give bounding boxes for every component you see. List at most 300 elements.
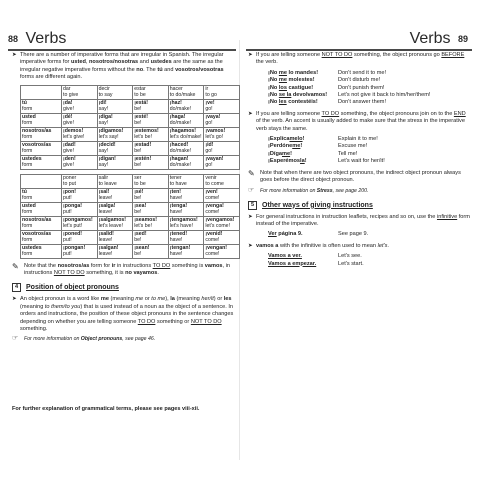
table-row xyxy=(21,202,240,216)
imperative-translation: say! xyxy=(98,105,109,112)
section-4-number: 4 xyxy=(12,283,21,292)
text-run: ¡No xyxy=(268,77,279,84)
table-cell xyxy=(97,188,133,202)
table-header-row xyxy=(21,174,240,188)
text-run: form for xyxy=(89,262,112,269)
text-run: no vayamos xyxy=(125,270,158,277)
infinitive: estar xyxy=(134,85,146,92)
text-run: There are a number of imperative forms that are irregular in Spanish. The irregular imperative forms for xyxy=(20,52,224,66)
table-row xyxy=(21,230,240,244)
imperative-form: ¡vengamos! xyxy=(205,216,235,223)
text-run: me xyxy=(135,296,144,303)
text-run: me xyxy=(281,150,291,157)
imperative-translation: have! xyxy=(169,194,183,201)
not-to-do-paragraph xyxy=(248,52,470,67)
infinitive: poner xyxy=(63,174,77,181)
section-4-heading xyxy=(12,283,234,292)
imperative-form: ¡venga! xyxy=(205,202,224,209)
text-run: ¡No xyxy=(268,92,279,99)
table-row xyxy=(21,141,240,155)
person-label: usted xyxy=(22,202,36,209)
text-run: molestes! xyxy=(286,77,315,84)
imperative-form: ¡estad! xyxy=(134,141,152,148)
person-sublabel: form xyxy=(22,147,33,154)
table-row xyxy=(21,244,240,258)
object-pronoun-paragraph xyxy=(12,296,234,333)
english-translation: Tell me! xyxy=(338,150,358,157)
text-run: something, it is xyxy=(84,270,126,277)
english-translation: Don't send it to me! xyxy=(338,69,387,76)
imperative-form: ¡sé! xyxy=(134,188,144,195)
person-sublabel: form xyxy=(22,208,33,215)
imperative-translation: let's go! xyxy=(205,133,224,140)
imperative-translation: be! xyxy=(134,161,142,168)
note-ir-vamos xyxy=(12,263,234,278)
table-cell xyxy=(133,113,169,127)
imperative-translation: say! xyxy=(98,119,109,126)
table-header-cell xyxy=(204,85,240,99)
section-5-heading xyxy=(248,201,470,210)
person-sublabel: form xyxy=(22,194,33,201)
imperative-form: ¡vayan! xyxy=(205,155,224,162)
imperative-translation: put! xyxy=(63,208,72,215)
text-run: se la xyxy=(278,92,292,99)
to-do-examples xyxy=(268,136,470,166)
right-page-number: 89 xyxy=(457,33,468,44)
text-run: página 9. xyxy=(276,231,303,238)
imperative-form: ¡salid! xyxy=(98,230,114,237)
text-run: ! xyxy=(300,143,303,150)
text-run: something, the object pronouns join on to the xyxy=(339,110,454,117)
table-cell xyxy=(204,244,240,258)
imperative-translation: go! xyxy=(205,147,213,154)
person-sublabel: form xyxy=(22,133,33,140)
text-run: la xyxy=(170,296,175,303)
general-examples xyxy=(268,231,470,238)
table-cell xyxy=(168,127,204,141)
imperative-form: ¡tened! xyxy=(169,230,188,237)
imperative-form: ¡pon! xyxy=(63,188,76,195)
person-label: tú xyxy=(22,188,27,195)
irregular-imperatives-table-2 xyxy=(20,174,240,259)
table-header-cell xyxy=(168,174,204,188)
text-run: melo xyxy=(289,136,303,143)
to-do-paragraph xyxy=(248,111,470,133)
english-translation: Explain it to me! xyxy=(338,136,378,143)
infinitive: dar xyxy=(63,85,71,92)
text-run: ir xyxy=(111,262,116,269)
imperative-translation: go! xyxy=(205,119,213,126)
text-run: vamos a xyxy=(256,242,279,249)
table-row xyxy=(21,113,240,127)
imperative-translation: be! xyxy=(134,236,142,243)
table-cell xyxy=(204,202,240,216)
text-run: (meaning xyxy=(174,296,202,303)
pointing-hand-icon: ☞ xyxy=(248,186,255,194)
right-page xyxy=(240,0,480,480)
table-cell xyxy=(97,127,133,141)
text-run: something or xyxy=(155,318,191,325)
text-run: nosotros/nosotras xyxy=(89,59,139,66)
imperative-form: ¡diga! xyxy=(98,113,113,120)
table-cell xyxy=(97,230,133,244)
imperative-form: ¡digan! xyxy=(98,155,116,162)
person-label: vosotros/as xyxy=(22,230,52,237)
table-cell xyxy=(168,202,204,216)
table-cell xyxy=(168,141,204,155)
text-run: TO DO xyxy=(321,110,340,117)
example-pair xyxy=(268,99,470,106)
imperative-form: ¡id! xyxy=(205,141,214,148)
text-run: me xyxy=(100,296,109,303)
imperative-translation: be! xyxy=(134,147,142,154)
table-cell xyxy=(97,155,133,169)
spanish-example xyxy=(268,77,338,84)
text-run: castigue! xyxy=(286,84,314,91)
table-cell xyxy=(204,188,240,202)
english-translation: Don't answer them! xyxy=(338,99,387,106)
right-page-title: Verbs xyxy=(409,30,451,47)
text-run: Object pronouns xyxy=(80,336,123,343)
table-cell xyxy=(204,127,240,141)
text-run: . xyxy=(387,242,389,249)
imperative-form: ¡dé! xyxy=(63,113,73,120)
imperative-translation: do/make! xyxy=(169,147,192,154)
person-label-cell xyxy=(21,188,62,202)
text-run: ) or xyxy=(213,296,224,303)
arrow-bullet-icon: ➤ xyxy=(248,52,253,58)
table-cell xyxy=(133,216,169,230)
text-run: something is xyxy=(170,262,205,269)
left-page-number: 88 xyxy=(8,33,19,44)
imperative-form: ¡estén! xyxy=(134,155,152,162)
english-translation: Don't disturb me! xyxy=(338,77,381,84)
imperative-form: ¡estemos! xyxy=(134,127,159,134)
infinitive: venir xyxy=(205,174,217,181)
table-row xyxy=(21,188,240,202)
english-translation: Let's start. xyxy=(338,260,364,267)
text-run: let's xyxy=(377,242,388,249)
general-instructions-paragraph xyxy=(248,214,470,229)
table-header-cell xyxy=(204,174,240,188)
vamos-a-examples xyxy=(268,253,470,268)
imperative-form: ¡sea! xyxy=(134,202,147,209)
table-cell xyxy=(133,155,169,169)
spanish-example xyxy=(268,85,338,92)
imperative-translation: be! xyxy=(134,208,142,215)
table-cell xyxy=(97,216,133,230)
imperative-translation: have! xyxy=(169,236,183,243)
imperative-translation: be! xyxy=(134,194,142,201)
imperative-translation: leave! xyxy=(98,194,113,201)
vamos-a-text xyxy=(256,243,389,249)
text-run: ), xyxy=(165,296,171,303)
text-run: lo mandes! xyxy=(286,69,319,76)
text-run: her/it xyxy=(201,296,214,303)
imperative-translation: leave! xyxy=(98,208,113,215)
text-run: END xyxy=(453,110,466,117)
text-run: ¡Díga xyxy=(268,150,282,157)
text-run: , see page 46. xyxy=(122,336,156,343)
table-cell xyxy=(168,99,204,113)
imperative-translation: leave! xyxy=(98,236,113,243)
table-cell xyxy=(168,155,204,169)
table-cell xyxy=(133,244,169,258)
text-run: to me xyxy=(151,296,166,303)
example-pair xyxy=(268,77,470,84)
text-run: vosotros/vosotras xyxy=(175,66,224,73)
table-cell xyxy=(62,216,98,230)
imperative-translation: let's have! xyxy=(169,222,193,229)
table-header-cell xyxy=(62,85,98,99)
imperative-form: ¡demos! xyxy=(63,127,84,134)
imperative-form: ¡vaya! xyxy=(205,113,221,120)
imperative-form: ¡sean! xyxy=(134,244,150,251)
object-pronoun-text xyxy=(20,296,233,332)
section-5-title: Other ways of giving instructions xyxy=(262,201,373,209)
person-label-cell xyxy=(21,230,62,244)
spanish-example xyxy=(268,253,338,260)
example-pair xyxy=(268,136,470,143)
text-run: or xyxy=(143,296,152,303)
text-run: For general instructions in instruction leaflets, recipes and so on, use the xyxy=(256,213,437,220)
table-cell xyxy=(133,99,169,113)
text-run: . xyxy=(157,270,159,277)
text-run: la xyxy=(300,158,305,165)
imperative-translation: let's do/make! xyxy=(169,133,202,140)
infinitive-translation: to do/make xyxy=(169,91,196,98)
spanish-example xyxy=(268,92,338,99)
text-run: vamos xyxy=(204,262,223,269)
infinitive-translation: to give xyxy=(63,91,79,98)
imperative-translation: let's come! xyxy=(205,222,231,229)
text-run: me xyxy=(292,143,301,150)
imperative-form: ¡ten! xyxy=(169,188,182,195)
arrow-bullet-icon: ➤ xyxy=(12,52,17,58)
imperative-translation: come! xyxy=(205,236,220,243)
table-cell xyxy=(62,155,98,169)
text-run: For more information on xyxy=(24,336,81,343)
info-stress xyxy=(248,188,470,195)
spanish-example xyxy=(268,231,338,238)
imperative-form: ¡den! xyxy=(63,155,76,162)
table-cell xyxy=(133,127,169,141)
person-sublabel: form xyxy=(22,119,33,126)
imperative-translation: let's leave! xyxy=(98,222,123,229)
text-run: ¡No xyxy=(268,99,279,106)
pencil-note-icon: ✎ xyxy=(12,261,19,271)
text-run: An object pronoun is a word like xyxy=(20,296,101,303)
imperative-translation: give! xyxy=(63,105,74,112)
table-cell xyxy=(204,141,240,155)
example-pair xyxy=(268,92,470,99)
person-label-cell xyxy=(21,155,62,169)
text-run: , in instructions xyxy=(24,262,230,277)
imperative-form: ¡hagan! xyxy=(169,155,189,162)
irregular-intro-paragraph xyxy=(12,52,234,82)
example-pair xyxy=(268,261,470,268)
text-run: something. xyxy=(20,326,48,333)
imperative-form: ¡ven! xyxy=(205,188,218,195)
text-run: (meaning xyxy=(108,296,136,303)
imperative-translation: be! xyxy=(134,250,142,257)
person-label: usted xyxy=(22,113,36,120)
table-row xyxy=(21,216,240,230)
section-5-number: 5 xyxy=(248,201,257,210)
person-label: tú xyxy=(22,99,27,106)
imperative-form: ¡salgamos! xyxy=(98,216,126,223)
text-run: If you are telling someone xyxy=(256,110,322,117)
page-footer-note: For further explanation of grammatical terms, please see pages viii-xii. xyxy=(12,406,200,412)
imperative-form: ¡dad! xyxy=(63,141,76,148)
english-translation: Let's wait for her/it! xyxy=(338,158,385,165)
text-run: les xyxy=(223,296,232,303)
person-sublabel: form xyxy=(22,222,33,229)
vamos-a-paragraph xyxy=(248,243,470,250)
imperative-translation: put! xyxy=(63,236,72,243)
table-row xyxy=(21,99,240,113)
imperative-form: ¡seamos! xyxy=(134,216,157,223)
table-corner-cell xyxy=(21,174,62,188)
imperative-translation: go! xyxy=(205,105,213,112)
table-cell xyxy=(62,141,98,155)
not-to-do-text xyxy=(256,52,464,65)
table-header-row xyxy=(21,85,240,99)
example-pair xyxy=(268,70,470,77)
imperative-form: ¡esté! xyxy=(134,113,149,120)
imperative-translation: let's be! xyxy=(134,133,152,140)
imperative-form: ¡tengan! xyxy=(169,244,191,251)
spanish-example xyxy=(268,99,338,106)
info-stress-text xyxy=(260,188,368,194)
general-instructions-text xyxy=(256,214,470,227)
imperative-translation: leave! xyxy=(98,250,113,257)
table-cell xyxy=(97,99,133,113)
table-cell xyxy=(204,155,240,169)
text-run: , see page 200. xyxy=(332,187,369,194)
text-run: form instead of the imperative. xyxy=(256,213,470,227)
table-cell xyxy=(133,141,169,155)
arrow-bullet-icon: ➤ xyxy=(248,110,253,117)
info-object-pronouns xyxy=(12,336,234,343)
person-label-cell xyxy=(21,141,62,155)
person-label-cell xyxy=(21,113,62,127)
imperative-form: ¡está! xyxy=(134,99,149,106)
table-cell xyxy=(168,230,204,244)
table-cell xyxy=(97,141,133,155)
infinitive: salir xyxy=(98,174,109,181)
text-run: ¡Explíca xyxy=(268,136,290,143)
table-cell xyxy=(204,113,240,127)
infinitive-translation: to be xyxy=(134,180,146,187)
english-translation: Excuse me! xyxy=(338,143,368,150)
example-pair xyxy=(268,85,470,92)
imperative-translation: have! xyxy=(169,250,183,257)
english-translation: See page 9. xyxy=(338,231,369,238)
imperative-translation: be! xyxy=(134,105,142,112)
infinitive: decir xyxy=(98,85,110,92)
example-pair xyxy=(268,158,470,165)
imperative-translation: say! xyxy=(98,161,109,168)
table-cell xyxy=(168,244,204,258)
text-run: me xyxy=(278,69,287,76)
text-run: tú xyxy=(157,66,163,73)
person-label: ustedes xyxy=(22,155,42,162)
imperative-form: ¡pongamos! xyxy=(63,216,93,223)
table-header-cell xyxy=(97,174,133,188)
text-run: TO DO xyxy=(152,262,171,269)
imperative-form: ¡haz! xyxy=(169,99,182,106)
text-run: contestéis! xyxy=(286,99,318,106)
english-translation: Don't punish them! xyxy=(338,84,385,91)
text-run: , xyxy=(85,59,90,66)
arrow-bullet-icon: ➤ xyxy=(248,242,253,249)
english-translation: Let's not give it back to him/her/them! xyxy=(338,92,431,99)
person-sublabel: form xyxy=(22,250,33,257)
person-label-cell xyxy=(21,202,62,216)
imperative-form: ¡haced! xyxy=(169,141,189,148)
text-run: ¡Perdóne xyxy=(268,143,293,150)
table-cell xyxy=(97,244,133,258)
imperative-form: ¡ponga! xyxy=(63,202,83,209)
note-two-pronouns-text: Note that when there are two object pronouns, the indirect object pronoun always goes before the direct object pronoun. xyxy=(260,169,461,184)
imperative-translation: be! xyxy=(134,119,142,126)
text-run: Vamos a empezar. xyxy=(268,260,317,267)
infinitive-translation: to put xyxy=(63,180,76,187)
text-run: ¡No xyxy=(268,69,279,76)
imperative-form: ¡digamos! xyxy=(98,127,124,134)
note-ir-text xyxy=(24,263,230,276)
imperative-translation: let's say! xyxy=(98,133,119,140)
note-two-pronouns xyxy=(248,170,470,185)
table-cell xyxy=(62,99,98,113)
table-row xyxy=(21,155,240,169)
table-header-cell xyxy=(133,85,169,99)
text-run: los xyxy=(278,84,287,91)
imperative-form: ¡pongan! xyxy=(63,244,86,251)
table-row xyxy=(21,127,240,141)
table-cell xyxy=(133,230,169,244)
infinitive: ser xyxy=(134,174,142,181)
imperative-translation: give! xyxy=(63,161,74,168)
table-header-cell xyxy=(133,174,169,188)
section-4-title: Position of object pronouns xyxy=(26,284,119,292)
text-run: something, the object pronouns go xyxy=(352,52,442,58)
text-run: me xyxy=(278,77,287,84)
imperative-translation: put! xyxy=(63,194,72,201)
text-run: the verb. xyxy=(256,59,278,66)
imperative-form: ¡da! xyxy=(63,99,73,106)
imperative-form: ¡sed! xyxy=(134,230,147,237)
example-pair xyxy=(268,231,470,238)
text-run: ustedes xyxy=(150,59,172,66)
text-run: Stress xyxy=(316,187,333,194)
infinitive-translation: to go xyxy=(205,91,217,98)
text-run: no xyxy=(136,66,144,73)
infinitive-translation: to be xyxy=(134,91,146,98)
infinitive-translation: to have xyxy=(169,180,187,187)
spanish-example xyxy=(268,158,338,165)
text-run: ¡No xyxy=(268,84,279,91)
infinitive-translation: to come xyxy=(205,180,224,187)
table-cell xyxy=(62,127,98,141)
imperative-form: ¡tenga! xyxy=(169,202,188,209)
imperative-translation: say! xyxy=(98,147,109,154)
imperative-form: ¡vengan! xyxy=(205,244,227,251)
table-cell xyxy=(62,202,98,216)
table-cell xyxy=(204,230,240,244)
example-pair xyxy=(268,253,470,260)
